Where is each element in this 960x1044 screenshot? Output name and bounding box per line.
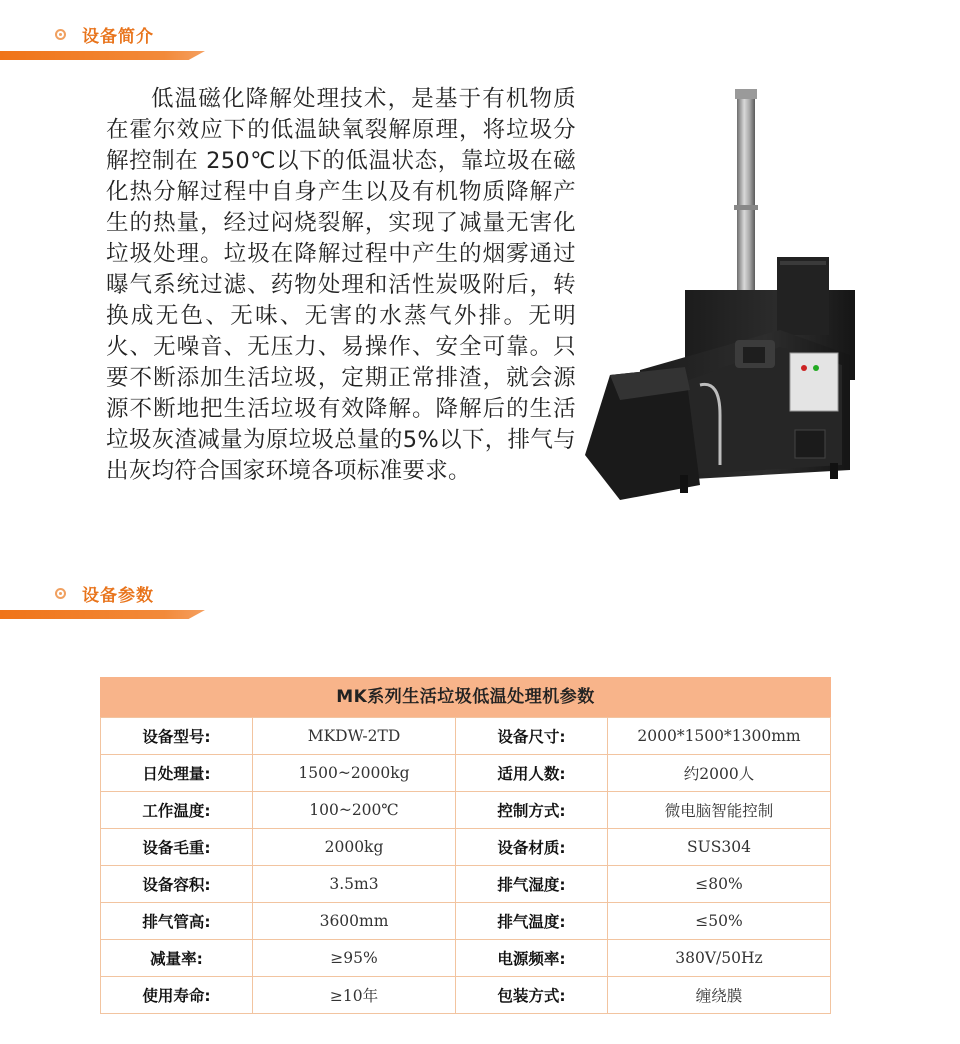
param-value: 约2000人: [608, 755, 831, 792]
param-value: 1500~2000kg: [253, 755, 456, 792]
param-value: 2000*1500*1300mm: [608, 718, 831, 755]
param-value: 3600mm: [253, 903, 456, 940]
circle-bullet-icon: [55, 29, 66, 40]
section-underline-bar: [0, 610, 205, 619]
section-header-params: [0, 575, 210, 619]
param-label: 日处理量:: [101, 755, 253, 792]
param-value: SUS304: [608, 829, 831, 866]
param-value: 缠绕膜: [608, 977, 831, 1014]
param-label: 排气湿度:: [456, 866, 608, 903]
table-row: [101, 829, 831, 866]
section-header-intro: [0, 16, 210, 60]
param-label: 电源频率:: [456, 940, 608, 977]
param-value: ≥10年: [253, 977, 456, 1014]
param-label: 包装方式:: [456, 977, 608, 1014]
parameter-table: [100, 677, 831, 1014]
param-label: 适用人数:: [456, 755, 608, 792]
table-row: [101, 903, 831, 940]
param-label: 工作温度:: [101, 792, 253, 829]
param-value: 380V/50Hz: [608, 940, 831, 977]
param-value: 100~200℃: [253, 792, 456, 829]
param-value: ≥95%: [253, 940, 456, 977]
table-row: [101, 940, 831, 977]
table-row: [101, 866, 831, 903]
param-value: 微电脑智能控制: [608, 792, 831, 829]
table-row: [101, 977, 831, 1014]
incinerator-machine-image: [580, 85, 870, 500]
section-title-intro: 设备简介: [82, 27, 154, 47]
param-label: 设备材质:: [456, 829, 608, 866]
param-label: 减量率:: [101, 940, 253, 977]
param-value: 3.5m3: [253, 866, 456, 903]
table-row: [101, 718, 831, 755]
param-label: 设备容积:: [101, 866, 253, 903]
table-row: [101, 792, 831, 829]
section-underline-bar: [0, 51, 205, 60]
section-title-params: 设备参数: [82, 586, 154, 606]
table-row: [101, 755, 831, 792]
param-value: ≤50%: [608, 903, 831, 940]
intro-paragraph: 低温磁化降解处理技术，是基于有机物质在霍尔效应下的低温缺氧裂解原理，将垃圾分解控制在 250℃以下的低温状态，靠垃圾在磁化热分解过程中自身产生以及有机物质降解产生的热量，经过闷烧裂解，实现了减量无害化垃圾处理。垃圾在降解过程中产生的烟雾通过曝气系统过滤、药物处理和活性炭吸附后，转换成无色、无味、无害的水蒸气外排。无明火、无噪音、无压力、易操作、安全可靠。只要不断添加生活垃圾，定期正常排渣，就会源源不断地把生活垃圾有效降解。降解后的生活垃圾灰渣减量为原垃圾总量的5%以下，排气与出灰均符合国家环境各项标准要求。: [106, 86, 576, 484]
param-label: 控制方式:: [456, 792, 608, 829]
param-label: 排气温度:: [456, 903, 608, 940]
param-value: ≤80%: [608, 866, 831, 903]
param-label: 使用寿命:: [101, 977, 253, 1014]
param-label: 设备尺寸:: [456, 718, 608, 755]
circle-bullet-icon: [55, 588, 66, 599]
param-label: 设备毛重:: [101, 829, 253, 866]
param-value: 2000kg: [253, 829, 456, 866]
table-title: MK系列生活垃圾低温处理机参数: [100, 677, 831, 717]
param-label: 排气管高:: [101, 903, 253, 940]
param-label: 设备型号:: [101, 718, 253, 755]
param-value: MKDW-2TD: [253, 718, 456, 755]
